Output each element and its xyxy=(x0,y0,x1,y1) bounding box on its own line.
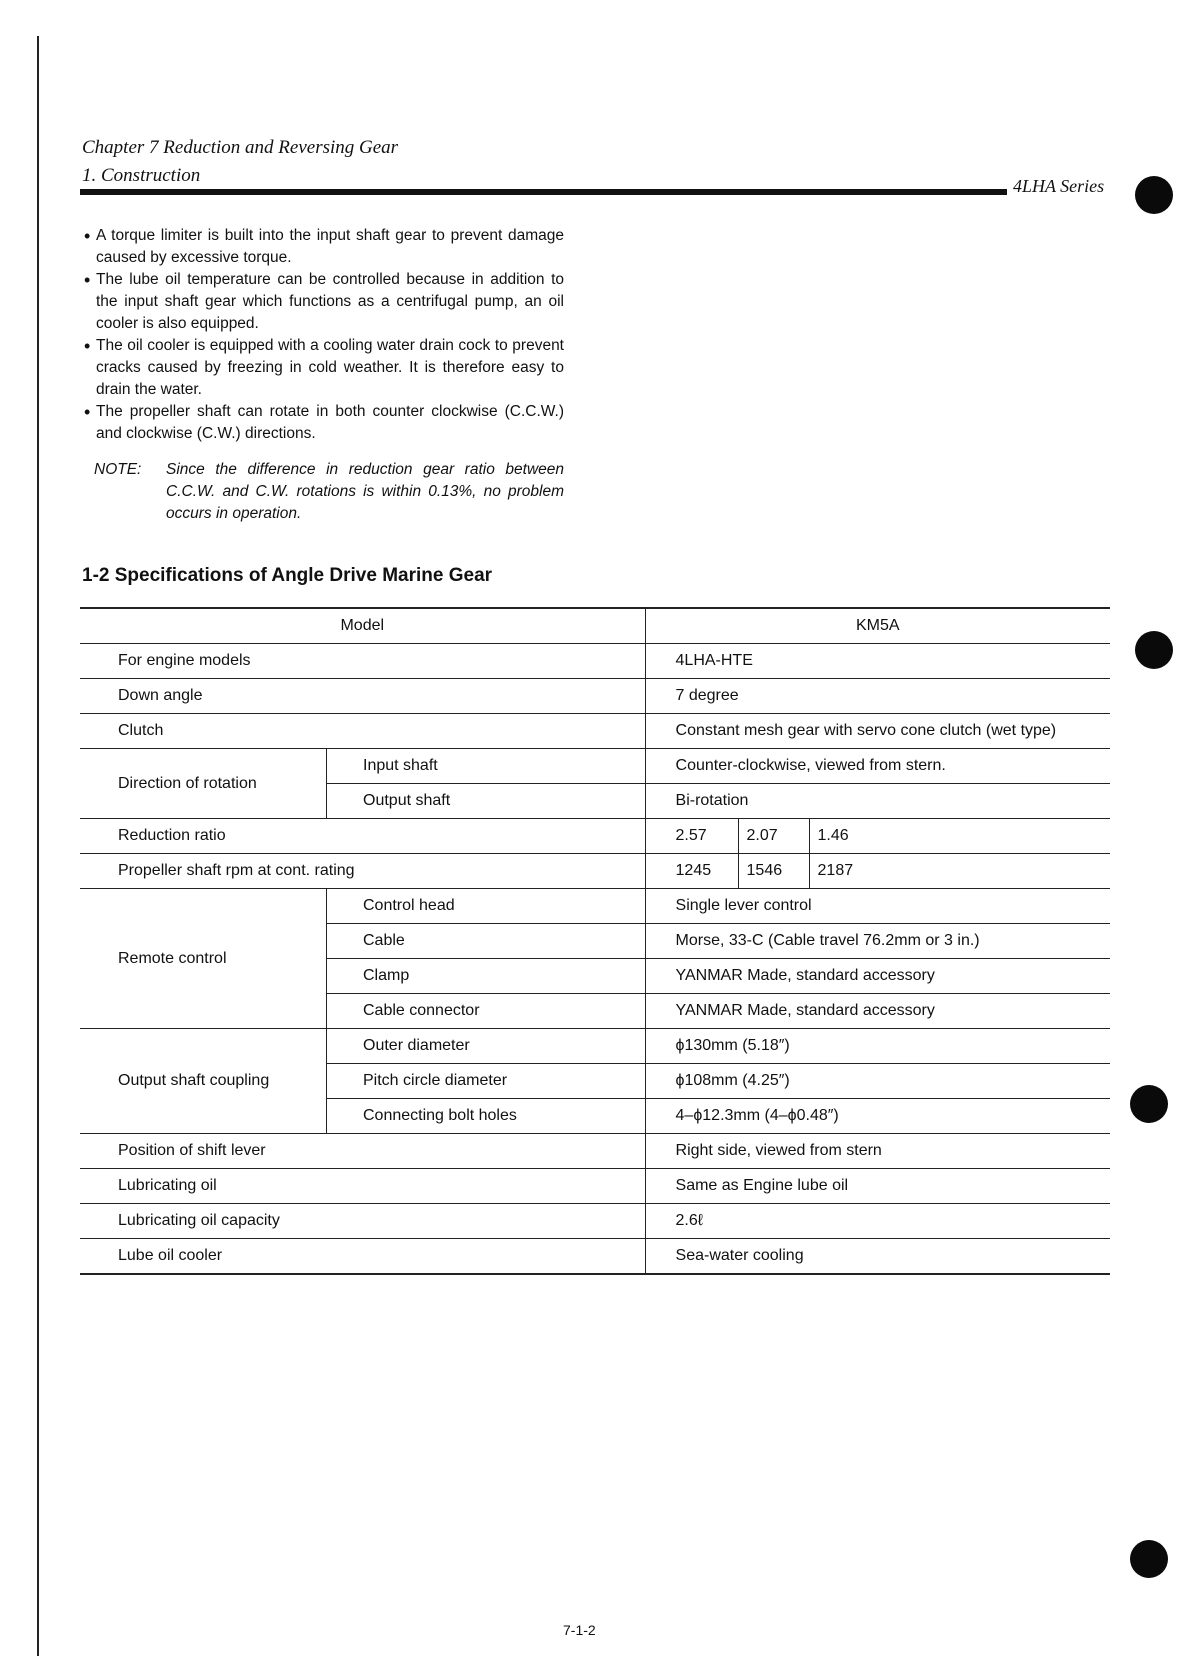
pitch-diameter-value: ϕ108mm (4.25″) xyxy=(645,1064,1110,1099)
lube-oil-label: Lubricating oil xyxy=(80,1169,645,1204)
chapter-title: Chapter 7 Reduction and Reversing Gear xyxy=(82,137,399,158)
outer-diameter-label: Outer diameter xyxy=(327,1029,646,1064)
cable-value: Morse, 33-C (Cable travel 76.2mm or 3 in.) xyxy=(645,924,1110,959)
punch-hole-icon xyxy=(1135,176,1173,214)
bolt-holes-value: 4–ϕ12.3mm (4–ϕ0.48″) xyxy=(645,1099,1110,1134)
shift-lever-label: Position of shift lever xyxy=(80,1134,645,1169)
model-value: KM5A xyxy=(645,608,1110,644)
list-item: • The propeller shaft can rotate in both counter clockwise (C.C.W.) and clockwise (C.W.) directions. xyxy=(88,401,564,445)
outer-diameter-value: ϕ130mm (5.18″) xyxy=(645,1029,1110,1064)
control-head-value: Single lever control xyxy=(645,889,1110,924)
reduction-value: 1.46 xyxy=(809,819,1110,854)
cable-label: Cable xyxy=(327,924,646,959)
reduction-value: 2.07 xyxy=(738,819,809,854)
series-label: 4LHA Series xyxy=(1013,176,1105,196)
oil-cooler-label: Lube oil cooler xyxy=(80,1239,645,1275)
table-row xyxy=(80,889,1110,924)
bolt-holes-label: Connecting bolt holes xyxy=(327,1099,646,1134)
spec-table xyxy=(80,607,1110,1275)
page-number: 7-1-2 xyxy=(563,1622,596,1638)
coupling-label: Output shaft coupling xyxy=(80,1029,327,1134)
list-item: • A torque limiter is built into the input shaft gear to prevent damage caused by excessive torque. xyxy=(88,225,564,269)
list-item: • The lube oil temperature can be controlled because in addition to the input shaft gear which functions as a centrifugal pump, an oil cooler is also equipped. xyxy=(88,269,564,335)
section-title: 1. Construction xyxy=(82,165,201,186)
output-shaft-label: Output shaft xyxy=(327,784,646,819)
clamp-value: YANMAR Made, standard accessory xyxy=(645,959,1110,994)
table-row xyxy=(80,714,1110,749)
input-shaft-value: Counter-clockwise, viewed from stern. xyxy=(645,749,1110,784)
spec-heading: 1-2 Specifications of Angle Drive Marine Gear xyxy=(82,565,493,586)
table-row xyxy=(80,1239,1110,1275)
control-head-label: Control head xyxy=(327,889,646,924)
note-label: NOTE: xyxy=(94,461,142,478)
lube-oil-value: Same as Engine lube oil xyxy=(645,1169,1110,1204)
clamp-label: Clamp xyxy=(327,959,646,994)
oil-capacity-value: 2.6ℓ xyxy=(645,1204,1110,1239)
down-angle-label: Down angle xyxy=(80,679,645,714)
table-row xyxy=(80,1029,1110,1064)
table-row xyxy=(80,644,1110,679)
input-shaft-label: Input shaft xyxy=(327,749,646,784)
note-text: Since the difference in reduction gear ratio between C.C.W. and C.W. rotations is within 0.13%, no problem occurs in operation. xyxy=(166,461,564,522)
output-shaft-value: Bi-rotation xyxy=(645,784,1110,819)
oil-capacity-label: Lubricating oil capacity xyxy=(80,1204,645,1239)
table-row xyxy=(80,608,1110,644)
rpm-label: Propeller shaft rpm at cont. rating xyxy=(80,854,645,889)
table-row xyxy=(80,854,1110,889)
rpm-value: 2187 xyxy=(809,854,1110,889)
table-row xyxy=(80,679,1110,714)
table-row xyxy=(80,1134,1110,1169)
rpm-value: 1546 xyxy=(738,854,809,889)
engine-models-label: For engine models xyxy=(80,644,645,679)
list-item: • The oil cooler is equipped with a cooling water drain cock to prevent cracks caused by freezing in cold weather. It is therefore easy to drain the water. xyxy=(88,335,564,401)
clutch-label: Clutch xyxy=(80,714,645,749)
clutch-value: Constant mesh gear with servo cone clutch (wet type) xyxy=(645,714,1110,749)
table-row xyxy=(80,1169,1110,1204)
note-block xyxy=(94,459,564,525)
binding-line xyxy=(37,36,39,1656)
rpm-value: 1245 xyxy=(645,854,738,889)
punch-hole-icon xyxy=(1135,631,1173,669)
reduction-label: Reduction ratio xyxy=(80,819,645,854)
table-row xyxy=(80,1204,1110,1239)
feature-list xyxy=(88,225,564,445)
oil-cooler-value: Sea-water cooling xyxy=(645,1239,1110,1275)
table-row xyxy=(80,749,1110,784)
down-angle-value: 7 degree xyxy=(645,679,1110,714)
pitch-diameter-label: Pitch circle diameter xyxy=(327,1064,646,1099)
cable-connector-value: YANMAR Made, standard accessory xyxy=(645,994,1110,1029)
reduction-value: 2.57 xyxy=(645,819,738,854)
rotation-label: Direction of rotation xyxy=(80,749,327,819)
model-label: Model xyxy=(80,608,645,644)
remote-control-label: Remote control xyxy=(80,889,327,1029)
shift-lever-value: Right side, viewed from stern xyxy=(645,1134,1110,1169)
punch-hole-icon xyxy=(1130,1085,1168,1123)
punch-hole-icon xyxy=(1130,1540,1168,1578)
header-rule xyxy=(80,189,1007,195)
cable-connector-label: Cable connector xyxy=(327,994,646,1029)
engine-models-value: 4LHA-HTE xyxy=(645,644,1110,679)
table-row xyxy=(80,819,1110,854)
